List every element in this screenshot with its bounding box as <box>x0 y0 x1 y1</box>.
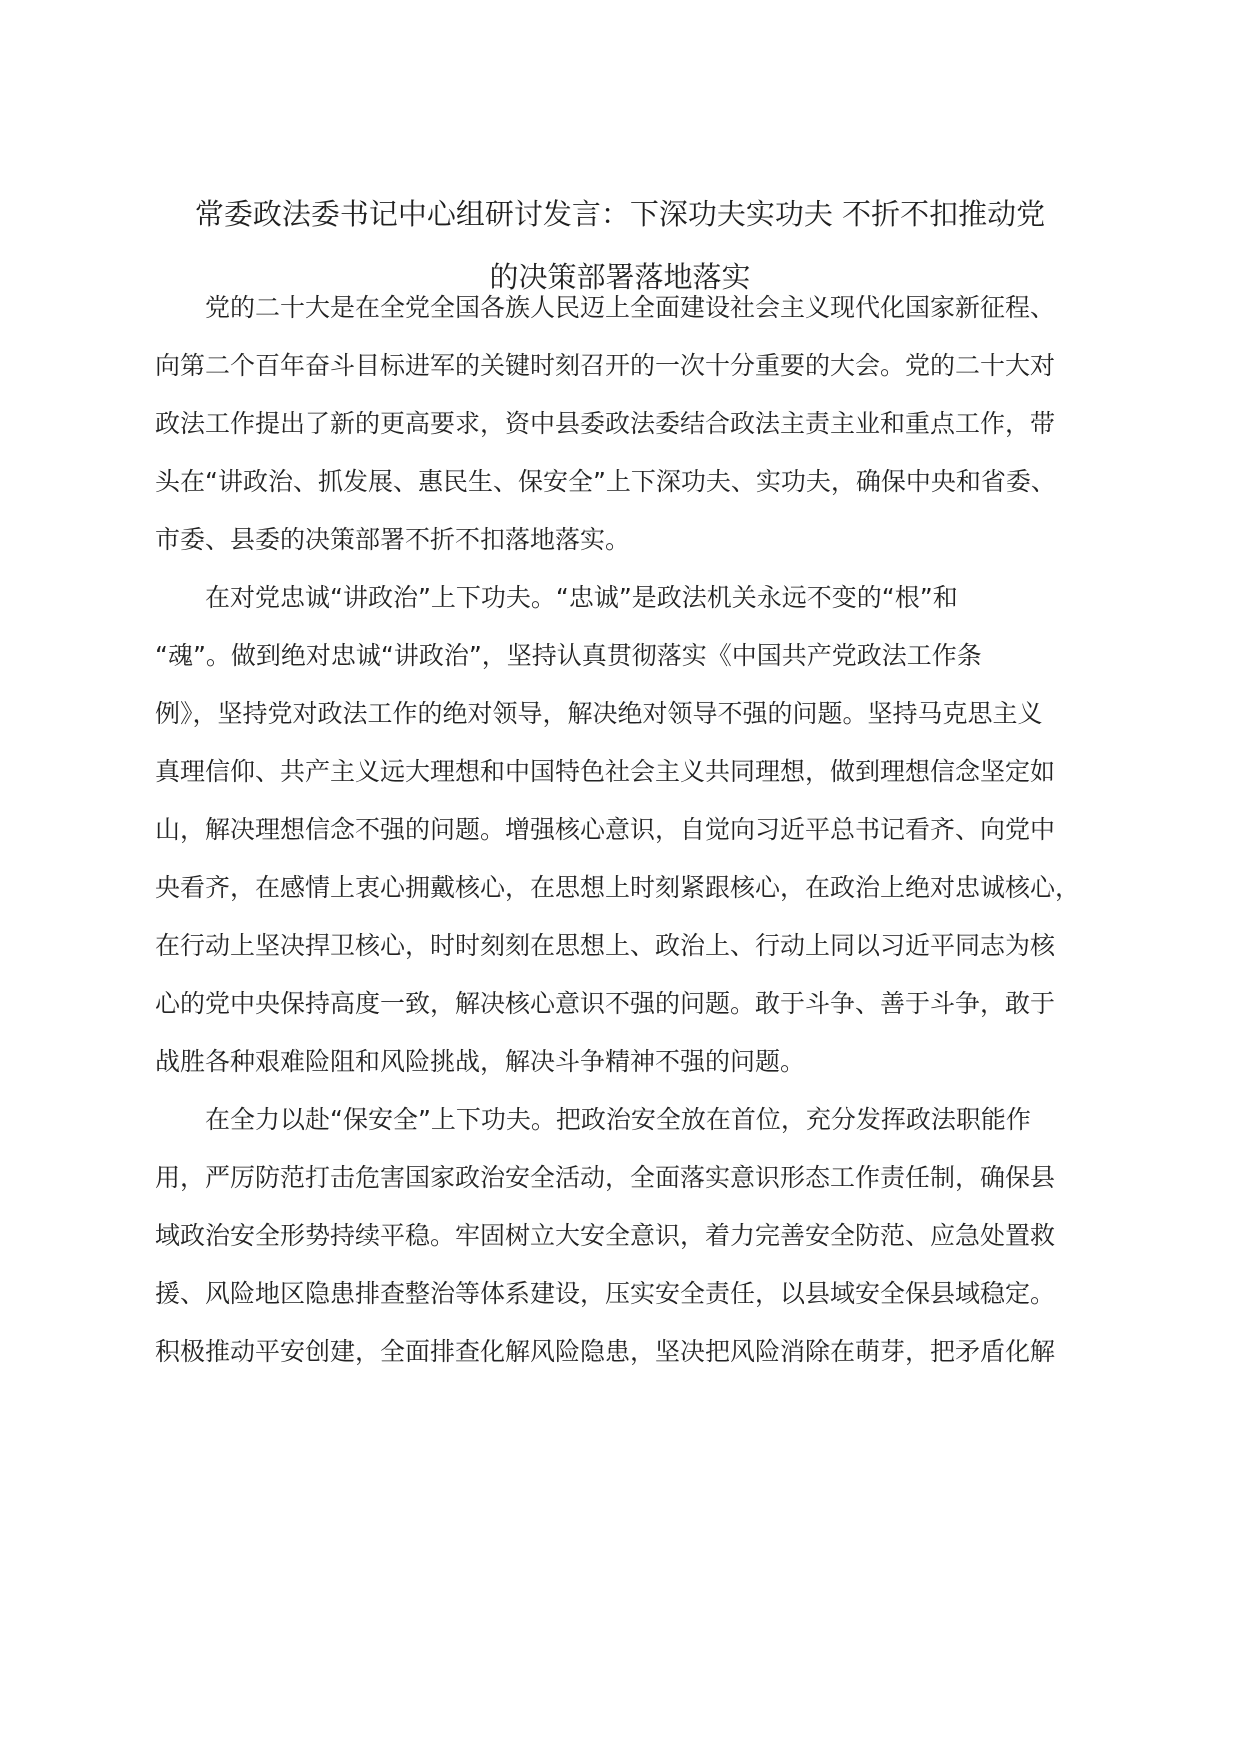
body-line: “魂”。做到绝对忠诚“讲政治”，坚持认真贯彻落实《中国共产党政法工作条 <box>155 641 982 670</box>
body-line: 在全力以赴“保安全”上下功夫。把政治安全放在首位，充分发挥政法职能作 <box>205 1105 1031 1134</box>
body-line: 市委、县委的决策部署不折不扣落地落实。 <box>155 525 631 554</box>
body-line: 在对党忠诚“讲政治”上下功夫。“忠诚”是政法机关永远不变的“根”和 <box>205 583 958 612</box>
body-line: 头在“讲政治、抓发展、惠民生、保安全”上下深功夫、实功夫，确保中央和省委、 <box>155 467 1056 496</box>
body-line: 党的二十大是在全党全国各族人民迈上全面建设社会主义现代化国家新征程、 <box>205 293 1056 322</box>
body-line: 域政治安全形势持续平稳。牢固树立大安全意识，着力完善安全防范、应急处置救 <box>155 1221 1056 1250</box>
body-line: 在行动上坚决捍卫核心，时时刻刻在思想上、政治上、行动上同以习近平同志为核 <box>155 931 1056 960</box>
body-line: 战胜各种艰难险阻和风险挑战，解决斗争精神不强的问题。 <box>155 1047 806 1076</box>
body-line: 央看齐，在感情上衷心拥戴核心，在思想上时刻紧跟核心，在政治上绝对忠诚核心， <box>155 873 1081 902</box>
body-line: 向第二个百年奋斗目标进军的关键时刻召开的一次十分重要的大会。党的二十大对 <box>155 351 1056 380</box>
body-line: 心的党中央保持高度一致，解决核心意识不强的问题。敢于斗争、善于斗争，敢于 <box>155 989 1056 1018</box>
body-line: 援、风险地区隐患排查整治等体系建设，压实安全责任，以县域安全保县域稳定。 <box>155 1279 1056 1308</box>
body-line: 山，解决理想信念不强的问题。增强核心意识，自觉向习近平总书记看齐、向党中 <box>155 815 1056 844</box>
body-line: 用，严厉防范打击危害国家政治安全活动，全面落实意识形态工作责任制，确保县 <box>155 1163 1056 1192</box>
title-line-1: 常委政法委书记中心组研讨发言：下深功夫实功夫 不折不扣推动党 <box>194 197 1046 231</box>
body-line: 真理信仰、共产主义远大理想和中国特色社会主义共同理想，做到理想信念坚定如 <box>155 757 1056 786</box>
body-line: 政法工作提出了新的更高要求，资中县委政法委结合政法主责主业和重点工作，带 <box>155 409 1056 438</box>
body-line: 例》，坚持党对政法工作的绝对领导，解决绝对领导不强的问题。坚持马克思主义 <box>155 699 1043 728</box>
body-line: 积极推动平安创建，全面排查化解风险隐患，坚决把风险消除在萌芽，把矛盾化解 <box>155 1337 1056 1366</box>
title-line-2: 的决策部署落地落实 <box>489 260 751 294</box>
